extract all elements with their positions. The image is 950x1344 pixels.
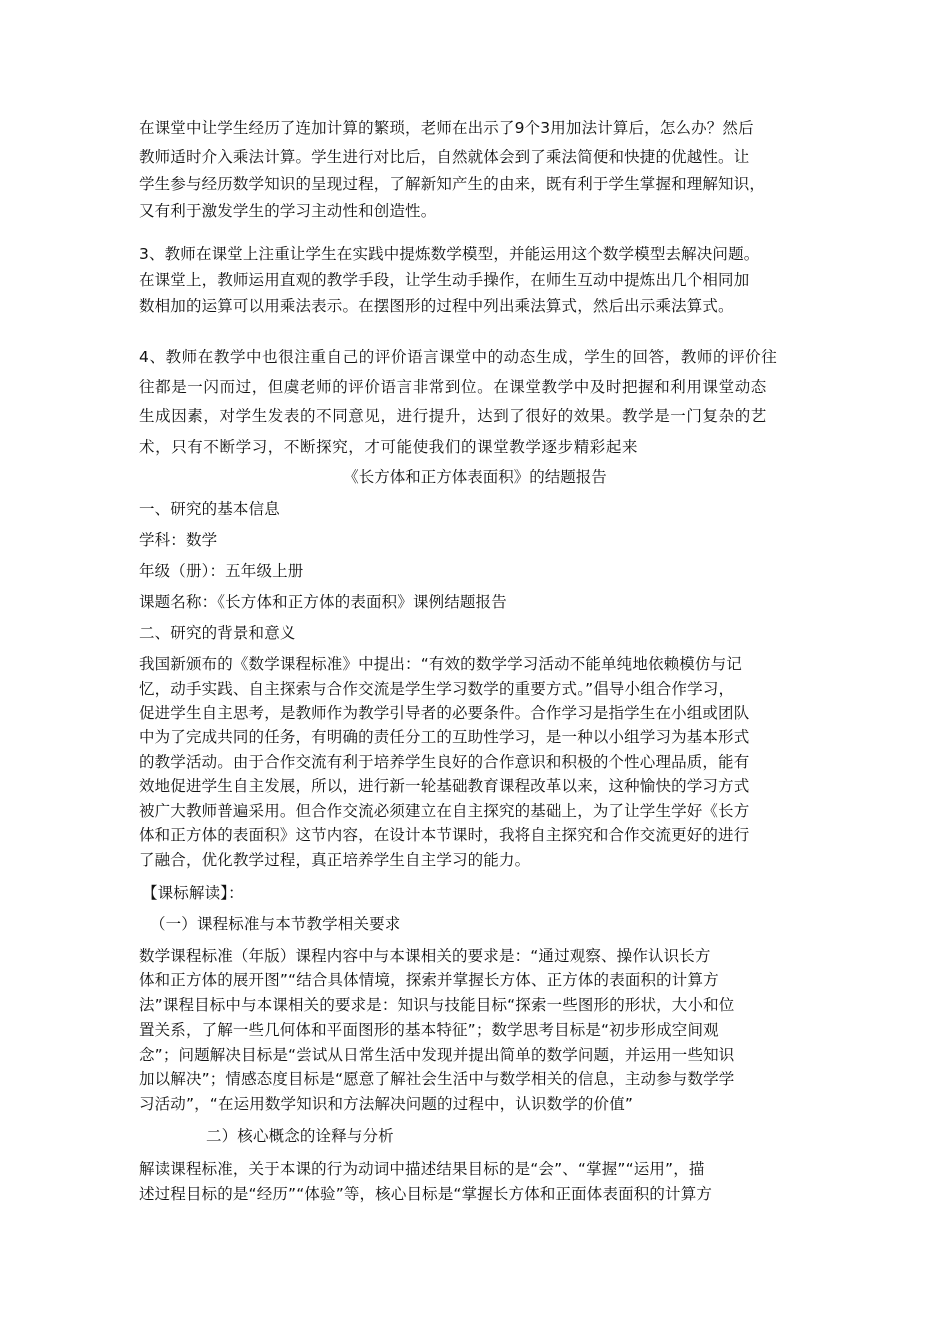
text-line: 效地促进学生自主发展，所以，进行新一轮基础教育课程改革以来，这种愉快的学习方式 [139,777,750,795]
text-line: 3、教师在课堂上注重让学生在实践中提炼数学模型，并能运用这个数学模型去解决问题。 [139,245,760,263]
text-line: 往都是一闪而过，但虞老师的评价语言非常到位。在课堂教学中及时把握和利用课堂动态 [139,378,767,396]
text-line: 在课堂中让学生经历了连加计算的繁琐，老师在出示了9个3用加法计算后，怎么办？然后 [139,119,754,137]
subject-line: 学科：数学 [139,531,218,549]
section-heading: 一、研究的基本信息 [139,500,280,518]
text-line: 解读课程标准，关于本课的行为动词中描述结果目标的是“会”、“掌握”“运用”，描 [139,1160,705,1178]
text-line: 又有利于激发学生的学习主动性和创造性。 [139,202,437,220]
text-line: 忆，动手实践、自主探索与合作交流是学生学习数学的重要方式。”倡导小组合作学习， [139,680,735,698]
grade-line: 年级（册）：五年级上册 [139,562,304,580]
text-line: 4、教师在教学中也很注重自己的评价语言课堂中的动态生成，学生的回答，教师的评价往 [139,348,778,366]
text-line: 了融合，优化教学过程，真正培养学生自主学习的能力。 [139,851,531,869]
curriculum-heading: 【课标解读】： [142,884,244,902]
text-line: 生成因素，对学生发表的不同意见，进行提升，达到了很好的效果。教学是一门复杂的艺 [139,407,767,425]
text-line: 述过程目标的是“经历”“体验”等，核心目标是“掌握长方体和正面体表面积的计算方 [139,1185,713,1203]
subsection-heading: （一）课程标准与本节教学相关要求 [150,915,401,933]
text-line: 体和正方体的展开图”“结合具体情境，探索并掌握长方体、正方体的表面积的计算方 [139,971,719,989]
text-line: 体和正方体的表面积》这节内容，在设计本节课时，我将自主探究和合作交流更好的进行 [139,826,750,844]
text-line: 教师适时介入乘法计算。学生进行对比后，自然就体会到了乘法简便和快捷的优越性。让 [139,148,750,166]
text-line: 数相加的运算可以用乘法表示。在摆图形的过程中列出乘法算式，然后出示乘法算式。 [139,297,734,315]
text-line: 术，只有不断学习，不断探究，才可能使我们的课堂教学逐步精彩起来 [139,438,639,456]
topic-line: 课题名称：《长方体和正方体的表面积》课例结题报告 [139,593,507,611]
text-line: 被广大教师普遍采用。但合作交流必须建立在自主探究的基础上，为了让学生学好《长方 [139,802,750,820]
text-line: 法”课程目标中与本课相关的要求是：知识与技能目标“探索一些图形的形状，大小和位 [139,996,735,1014]
text-line: 的教学活动。由于合作交流有利于培养学生良好的合作意识和积极的个性心理品质，能有 [139,753,750,771]
text-line: 加以解决”；情感态度目标是“愿意了解社会生活中与数学相关的信息，主动参与数学学 [139,1070,735,1088]
section-heading: 二、研究的背景和意义 [139,624,296,642]
text-line: 学生参与经历数学知识的呈现过程，了解新知产生的由来，既有利于学生掌握和理解知识， [139,175,766,193]
report-title: 《长方体和正方体表面积》的结题报告 [343,468,607,486]
text-line: 促进学生自主思考，是教师作为教学引导者的必要条件。合作学习是指学生在小组或团队 [139,704,750,722]
text-line: 念”；问题解决目标是“尝试从日常生活中发现并提出简单的数学问题，并运用一些知识 [139,1046,735,1064]
text-line: 中为了完成共同的任务，有明确的责任分工的互助性学习，是一种以小组学习为基本形式 [139,728,750,746]
text-line: 数学课程标准（年版）课程内容中与本课相关的要求是：“通过观察、操作认识长方 [139,947,711,965]
text-line: 置关系，了解一些几何体和平面图形的基本特征”；数学思考目标是“初步形成空间观 [139,1021,719,1039]
text-line: 我国新颁布的《数学课程标准》中提出：“有效的数学学习活动不能单纯地依赖模仿与记 [139,655,742,673]
text-line: 在课堂上，教师运用直观的教学手段，让学生动手操作，在师生互动中提炼出几个相同加 [139,271,750,289]
subsection-heading: 二）核心概念的诠释与分析 [206,1127,394,1145]
text-line: 习活动”，“在运用数学知识和方法解决问题的过程中，认识数学的价值” [139,1095,634,1113]
